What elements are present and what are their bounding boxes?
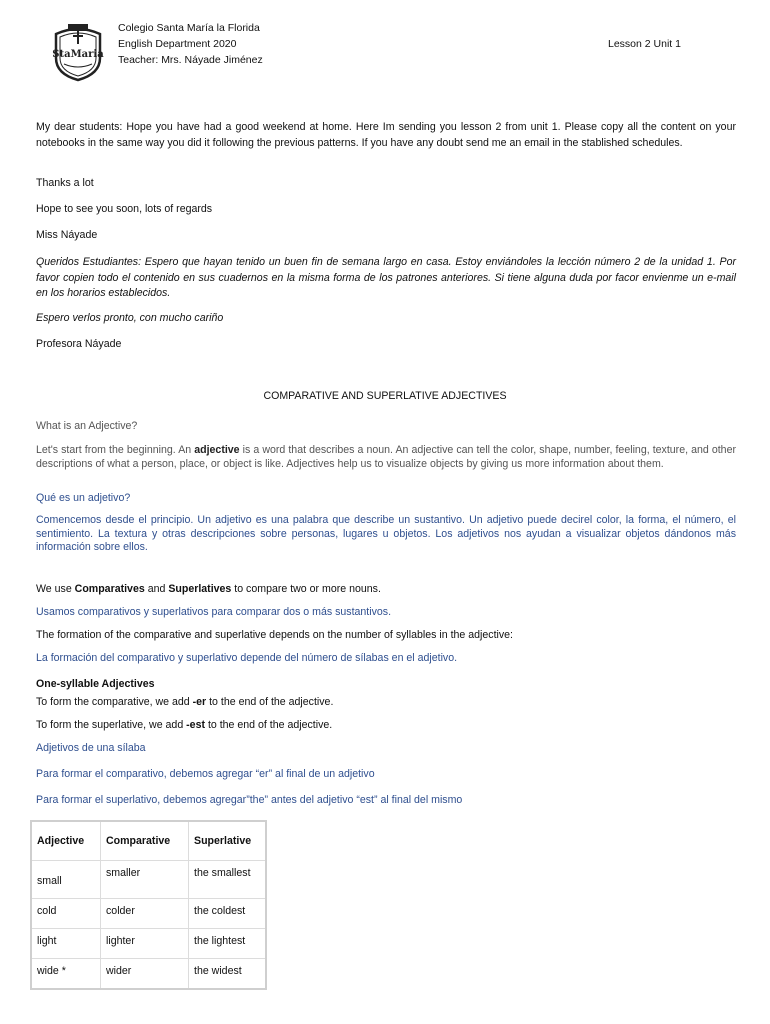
formation-spanish: La formación del comparativo y superlativo depende del número de sílabas en el adjetivo.	[36, 652, 458, 664]
table-header-cell: Comparative	[101, 821, 189, 861]
table-cell: small	[31, 861, 101, 899]
table-row	[31, 929, 266, 959]
letter-spanish-signature: Profesora Náyade	[36, 338, 122, 350]
comparative-rule: To form the comparative, we add -er to the end of the adjective.	[36, 696, 334, 708]
question-english: What is an Adjective?	[36, 420, 138, 432]
table-row	[31, 959, 266, 989]
school-name: Colegio Santa María la Florida	[118, 22, 260, 34]
table-cell: wider	[101, 959, 189, 989]
school-logo	[50, 22, 106, 82]
definition-english: Let's start from the beginning. An adjective is a word that describes a noun. An adjective can tell the color, shape, number, feeling, texture, and other descriptions of what a person, place, or object is like. Adjectives help us to visualize objects by giving us more information about them.	[36, 444, 736, 470]
table-cell: colder	[101, 899, 189, 929]
table-row	[31, 899, 266, 929]
letter-english-body: My dear students: Hope you have had a good weekend at home. Here Im sending you lesson 2 from unit 1. Please copy all the content on your notebooks in the same way you did it following the previous patterns. If you have any doubt send me an email in the stablished schedules.	[36, 121, 736, 149]
table-header-cell: Adjective	[31, 821, 101, 861]
comparative-rule-spanish: Para formar el comparativo, debemos agregar “er” al final de un adjetivo	[36, 768, 375, 780]
table-cell: smaller	[101, 861, 189, 899]
table-cell: the smallest	[189, 861, 267, 899]
superlative-rule-spanish: Para formar el superlativo, debemos agregar”the” antes del adjetivo “est” al final del mismo	[36, 794, 463, 806]
one-syllable-heading: One-syllable Adjectives	[36, 678, 155, 690]
use-sentence-english: We use Comparatives and Superlatives to compare two or more nouns.	[36, 583, 381, 595]
department-name: English Department 2020	[118, 38, 237, 50]
table-row	[31, 861, 266, 899]
letter-signature: Miss Náyade	[36, 229, 98, 241]
table-cell: wide *	[31, 959, 101, 989]
use-sentence-spanish: Usamos comparativos y superlativos para comparar dos o más sustantivos.	[36, 606, 392, 618]
letter-hope: Hope to see you soon, lots of regards	[36, 203, 213, 215]
formation-english: The formation of the comparative and superlative depends on the number of syllables in the adjective:	[36, 629, 513, 641]
table-cell: cold	[31, 899, 101, 929]
table-cell: light	[31, 929, 101, 959]
lesson-title: COMPARATIVE AND SUPERLATIVE ADJECTIVES	[263, 390, 507, 402]
table-cell: the lightest	[189, 929, 267, 959]
svg-text:StaMaria: StaMaria	[52, 49, 104, 60]
table-header-row	[31, 821, 266, 861]
letter-spanish-body: Queridos Estudiantes: Espero que hayan tenido un buen fin de semana largo en casa. Estoy enviándoles la lección número 2 de la unidad 1. Por favor copien todo el contenido en sus cuadernos en la misma forma de los patrones anteriores. Si tiene alguna duda por facor envienme un e-mail en los horarios establecidos.	[36, 256, 736, 299]
table-cell: the coldest	[189, 899, 267, 929]
table-header-cell: Superlative	[189, 821, 267, 861]
teacher-name: Teacher: Mrs. Náyade Jiménez	[118, 54, 263, 66]
letter-spanish-hope: Espero verlos pronto, con mucho cariño	[36, 312, 224, 324]
superlative-rule: To form the superlative, we add -est to the end of the adjective.	[36, 719, 333, 731]
table-cell: lighter	[101, 929, 189, 959]
table-cell: the widest	[189, 959, 267, 989]
definition-spanish: Comencemos desde el principio. Un adjetivo es una palabra que describe un sustantivo. Un adjetivo puede decirel color, la forma, el número, el sentimiento. La textura y otras descripciones sobre personas, lugares u objetos. Los adjetivos nos ayudan a visualizar objetos dándonos más información sobre ellos.	[36, 514, 736, 553]
question-spanish: Qué es un adjetivo?	[36, 492, 131, 504]
one-syllable-heading-spanish: Adjetivos de una sílaba	[36, 742, 146, 754]
letter-thanks: Thanks a lot	[36, 177, 94, 189]
adjectives-table	[30, 820, 267, 990]
lesson-label: Lesson 2 Unit 1	[608, 38, 681, 50]
